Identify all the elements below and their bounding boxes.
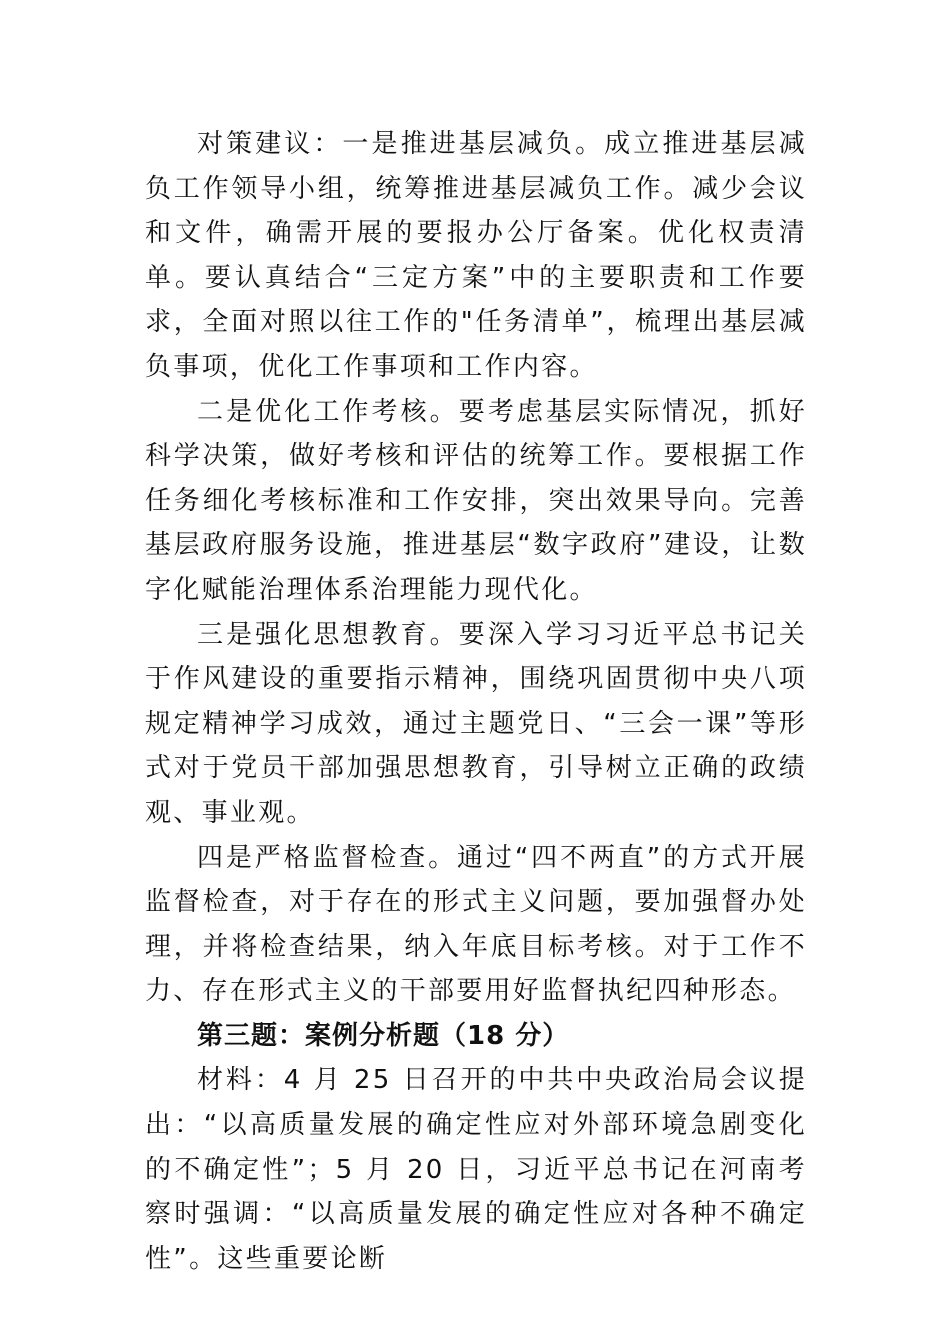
paragraph-material: 材料：4 月 25 日召开的中共中央政治局会议提出：“以高质量发展的确定性应对外部环境急剧变化的不确定性”；5 月 20 日，习近平总书记在河南考察时强调：“以高质量发展的确定性应对各种不确定性”。这些重要论断	[145, 1065, 807, 1274]
document-body	[145, 122, 807, 1281]
section-heading: 第三题：案例分析题（18 分）	[197, 1020, 570, 1051]
paragraph-ideological-education: 三是强化思想教育。要深入学习习近平总书记关于作风建设的重要指示精神，围绕巩固贯彻中央八项规定精神学习成效，通过主题党日、“三会一课”等形式对于党员干部加强思想教育，引导树立正确的政绩观、事业观。	[145, 619, 807, 828]
paragraph-countermeasures: 对策建议：一是推进基层减负。成立推进基层减负工作领导小组，统筹推进基层减负工作。减少会议和文件，确需开展的要报办公厅备案。优化权责清单。要认真结合“三定方案”中的主要职责和工作要求，全面对照以往工作的"任务清单”，梳理出基层减负事项，优化工作事项和工作内容。	[145, 129, 807, 382]
paragraph-optimize-assessment: 二是优化工作考核。要考虑基层实际情况，抓好科学决策，做好考核和评估的统筹工作。要根据工作任务细化考核标准和工作安排，突出效果导向。完善基层政府服务设施，推进基层“数字政府”建设，让数字化赋能治理体系治理能力现代化。	[145, 396, 807, 605]
paragraph-supervision: 四是严格监督检查。通过“四不两直”的方式开展监督检查，对于存在的形式主义问题，要加强督办处理，并将检查结果，纳入年底目标考核。对于工作不力、存在形式主义的干部要用好监督执纪四种形态。	[145, 842, 807, 1007]
